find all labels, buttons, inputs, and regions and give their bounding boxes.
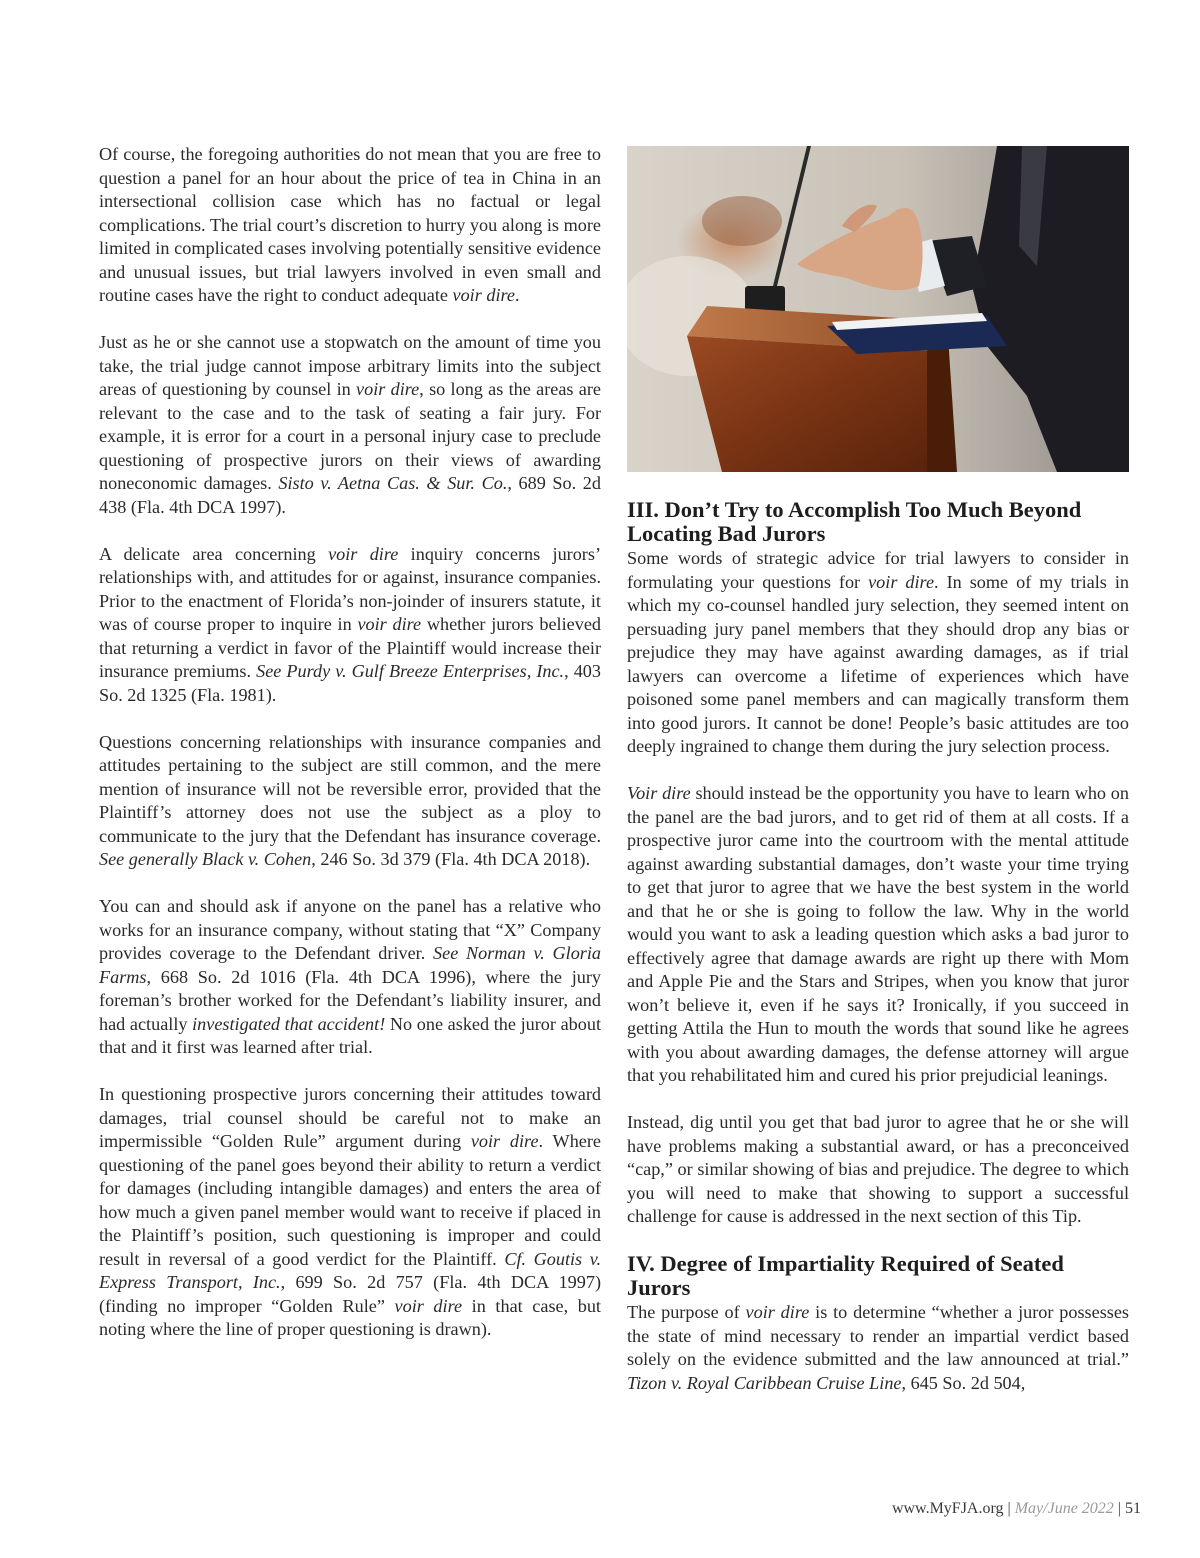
footer-separator-2: |	[1117, 1500, 1121, 1517]
section-heading-iv: IV. Degree of Impartiality Required of Seated Jurors	[627, 1251, 1064, 1300]
paragraph-right-3: Instead, dig until you get that bad juror to agree that he or she will have problems making a substantial award, or has a preconceived “cap,” or similar showing of bias and prejudice. The degree to which you will need to make that showing to support a successful challenge for cause is addressed in the next section of this Tip.	[627, 1112, 1129, 1226]
paragraph-right-2: Voir dire should instead be the opportunity you have to learn who on the panel are the bad jurors, and to get rid of them at all costs. If a prospective juror came into the courtroom with the mental attitude against awarding substantial damages, don’t waste your time trying to get that juror to agree that we have the best system in the world and that he or she is going to follow the law. Why in the world would you want to ask a leading question which asks a bad juror to effectively agree that damage awards are right up there with Mom and Apple Pie and the Stars and Stripes, when you know that juror won’t believe it, even if he says it? Ironically, if you succeed in getting Attila the Hun to mouth the words that sound like he agrees with you about awarding damages, the defense attorney will argue that you rehabilitated him and cured his prior prejudicial leanings.	[627, 783, 1129, 1085]
lectern-speaker-photo	[627, 146, 1129, 472]
paragraph-left-1: Of course, the foregoing authorities do not mean that you are free to question a panel for an hour about the price of tea in China in an intersectional collision case which has no factual or legal complications. The trial court’s discretion to hurry you along is more limited in complicated cases involving potentially sensitive evidence and unusual issues, but trial lawyers involved in even small and routine cases have the right to conduct adequate voir dire.	[99, 144, 601, 305]
paragraph-right-1: Some words of strategic advice for trial lawyers to consider in formulating your questions for voir dire. In some of my trials in which my co-counsel handled jury selection, they seemed intent on persuading jury panel members that they should drop any bias or prejudice they may have against awarding damages, as if trial lawyers can overcome a lifetime of experiences which have poisoned some panel members and can magically transform them into good jurors. It cannot be done! People’s basic attitudes are too deeply ingrained to change them during the jury selection process.	[627, 548, 1129, 756]
left-column	[99, 143, 601, 1342]
footer-page-number: 51	[1125, 1500, 1141, 1517]
paragraph-right-4: The purpose of voir dire is to determine “whether a juror possesses the state of mind necessary to render an impartial verdict based solely on the evidence submitted and the law announced at trial.” Tizon v. Royal Caribbean Cruise Line, 645 So. 2d 504,	[627, 1302, 1129, 1393]
paragraph-left-4: Questions concerning relationships with insurance companies and attitudes pertaining to the subject are still common, and the mere mention of insurance will not be reversible error, provided that the Plaintiff’s attorney does not use the subject as a ploy to communicate to the jury that the Defendant has insurance coverage. See generally Black v. Cohen, 246 So. 3d 379 (Fla. 4th DCA 2018).	[99, 731, 601, 869]
right-column	[627, 498, 1129, 1395]
footer-separator-1: |	[1007, 1500, 1011, 1517]
section-heading-iii: III. Don’t Try to Accomplish Too Much Beyond Locating Bad Jurors	[627, 497, 1082, 546]
paragraph-left-3: A delicate area concerning voir dire inquiry concerns jurors’ relationships with, and attitudes for or against, insurance companies. Prior to the enactment of Florida’s non-joinder of insurers statute, it was of course proper to inquire in voir dire whether jurors believed that returning a verdict in favor of the Plaintiff would increase their insurance premiums. See Purdy v. Gulf Breeze Enterprises, Inc., 403 So. 2d 1325 (Fla. 1981).	[99, 543, 601, 705]
footer-issue: May/June 2022	[1014, 1500, 1114, 1517]
paragraph-left-5: You can and should ask if anyone on the panel has a relative who works for an insurance company, without stating that “X” Company provides coverage to the Defendant driver. See Norman v. Gloria Farms, 668 So. 2d 1016 (Fla. 4th DCA 1996), where the jury foreman’s brother worked for the Defendant’s liability insurer, and had actually investigated that accident! No one asked the juror about that and it first was learned after trial.	[99, 896, 602, 1057]
footer-site: www.MyFJA.org	[891, 1500, 1004, 1517]
page-footer	[892, 1500, 1141, 1518]
paragraph-left-2: Just as he or she cannot use a stopwatch on the amount of time you take, the trial judge cannot impose arbitrary limits into the subject areas of questioning by counsel in voir dire, so long as the areas are relevant to the case and to the task of seating a fair jury. For example, it is error for a court in a personal injury case to preclude questioning of prospective jurors on their views of awarding noneconomic damages. Sisto v. Aetna Cas. & Sur. Co., 689 So. 2d 438 (Fla. 4th DCA 1997).	[99, 332, 601, 517]
paragraph-left-6: In questioning prospective jurors concerning their attitudes toward damages, trial counsel should be careful not to make an impermissible “Golden Rule” argument during voir dire. Where questioning of the panel goes beyond their ability to return a verdict for damages (including intangible damages) and enters the area of how much a given panel member would want to receive if placed in the Plaintiff’s position, such questioning is improper and could result in reversal of a good verdict for the Plaintiff. Cf. Goutis v. Express Transport, Inc., 699 So. 2d 757 (Fla. 4th DCA 1997) (finding no improper “Golden Rule” voir dire in that case, but noting where the line of proper questioning is drawn).	[99, 1084, 601, 1339]
